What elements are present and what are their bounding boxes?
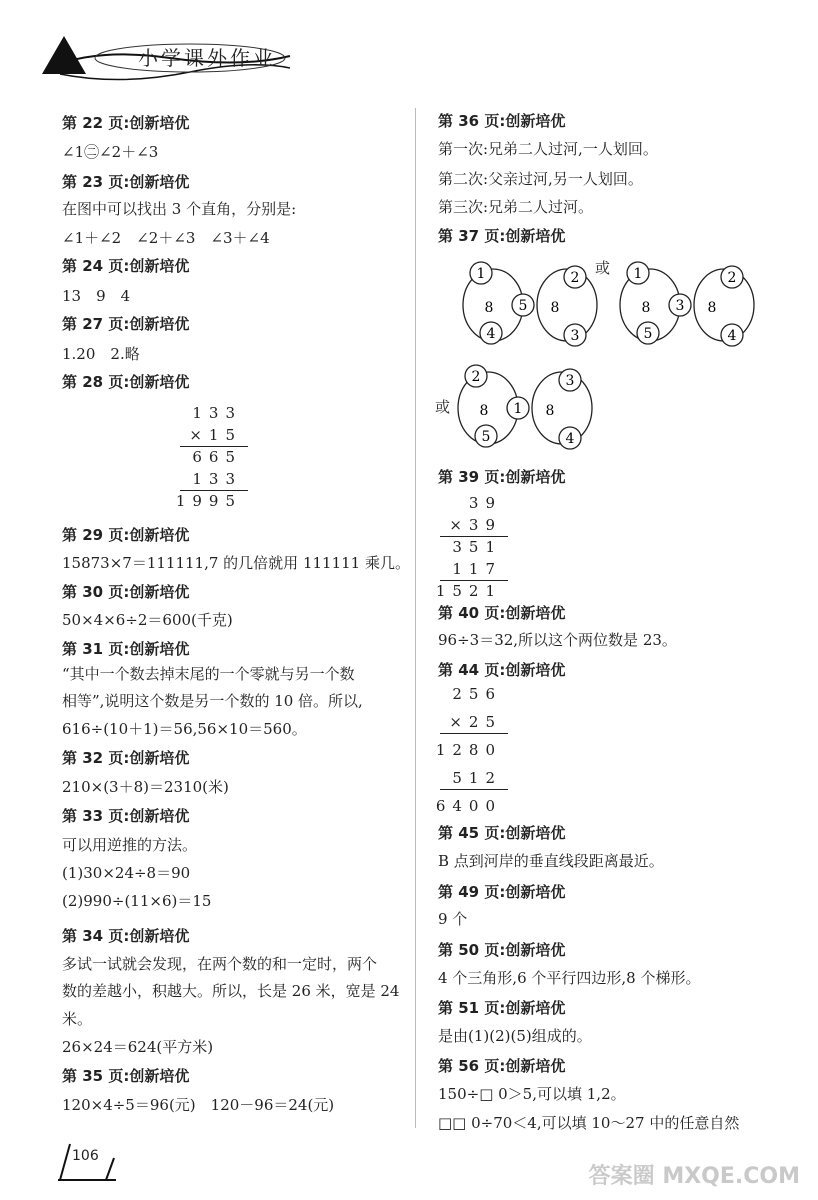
answer-line: 第三次:兄弟二人过河。: [438, 198, 594, 216]
answer-line: 多试一试就会发现，在两个数的和一定时，两个: [62, 955, 378, 973]
answer-line: 1.20 2.略: [62, 345, 140, 363]
calc-row: 256: [452, 685, 502, 703]
calc-row: 117: [452, 560, 502, 578]
circle-number: 5: [518, 298, 528, 314]
calc-rule: [440, 580, 508, 581]
answer-line: 第一次:兄弟二人过河,一人划回。: [438, 140, 658, 158]
answer-line: (1)30×24÷8＝90: [62, 864, 191, 882]
section-heading: 第 36 页:创新培优: [438, 112, 566, 130]
circle-number: 3: [565, 373, 575, 389]
answer-line: 在图中可以找出 3 个直角，分别是:: [62, 200, 297, 218]
section-heading: 第 32 页:创新培优: [62, 749, 190, 767]
calc-row: 133: [192, 404, 242, 422]
section-heading: 第 22 页:创新培优: [62, 114, 190, 132]
answer-line: 13 9 4: [62, 287, 131, 305]
answer-line: 9 个: [438, 910, 468, 928]
circle-number: 4: [486, 326, 496, 342]
circle-number: 4: [727, 328, 737, 344]
section-heading: 第 49 页:创新培优: [438, 883, 566, 901]
answer-line: ∠1㊁∠2＋∠3: [62, 143, 159, 161]
circle-number: 5: [643, 326, 653, 342]
calc-rule: [440, 733, 508, 734]
watermark: 答案圈 MXQE.COM: [588, 1164, 800, 1189]
inner-sum: 8: [545, 403, 555, 419]
circle-figure-3: [450, 358, 610, 458]
section-heading: 第 44 页:创新培优: [438, 661, 566, 679]
calc-row: ×25: [449, 713, 502, 731]
circle-figure-1: [455, 255, 615, 355]
answer-line: 26×24＝624(平方米): [62, 1038, 214, 1056]
header-title: 小学课外作业: [138, 46, 276, 70]
section-heading: 第 31 页:创新培优: [62, 640, 190, 658]
circle-number: 3: [570, 328, 580, 344]
calc-row: 351: [452, 538, 502, 556]
section-heading: 第 30 页:创新培优: [62, 583, 190, 601]
page-number-text: 106: [72, 1148, 99, 1164]
calc-row: 665: [192, 448, 242, 466]
calc-rule: [440, 536, 508, 537]
answer-line: 15873×7＝111111,7 的几倍就用 111111 乘几。: [62, 554, 410, 572]
column-divider: [415, 108, 416, 1128]
answer-line: 616÷(10＋1)＝56,56×10＝560。: [62, 720, 307, 738]
section-heading: 第 29 页:创新培优: [62, 526, 190, 544]
calc-row: ×39: [449, 516, 502, 534]
section-heading: 第 27 页:创新培优: [62, 315, 190, 333]
section-heading: 第 35 页:创新培优: [62, 1067, 190, 1085]
section-heading: 第 45 页:创新培优: [438, 824, 566, 842]
answer-line: 米。: [62, 1010, 93, 1028]
answer-line: B 点到河岸的垂直线段距离最近。: [438, 852, 664, 870]
answer-line: 120×4÷5＝96(元) 120－96＝24(元): [62, 1096, 335, 1114]
answer-line: □□ 0÷70＜4,可以填 10～27 中的任意自然: [438, 1114, 740, 1132]
answer-line: 第二次:父亲过河,另一人划回。: [438, 170, 643, 188]
circle-figure-2: [612, 255, 772, 355]
answer-line: 50×4×6÷2＝600(千克): [62, 611, 233, 629]
calc-row: 1280: [435, 741, 502, 759]
section-heading: 第 40 页:创新培优: [438, 604, 566, 622]
answer-line: 150÷□ 0＞5,可以填 1,2。: [438, 1085, 626, 1103]
calc-rule: [180, 490, 248, 491]
section-heading: 第 24 页:创新培优: [62, 257, 190, 275]
or-label: 或: [435, 398, 451, 416]
inner-sum: 8: [484, 300, 494, 316]
inner-sum: 8: [641, 300, 651, 316]
circle-number: 4: [565, 431, 575, 447]
answer-line: (2)990÷(11×6)＝15: [62, 892, 212, 910]
page-number: [58, 1140, 118, 1182]
inner-sum: 8: [707, 300, 717, 316]
section-heading: 第 50 页:创新培优: [438, 941, 566, 959]
calc-row: 133: [192, 470, 242, 488]
circle-number: 1: [513, 401, 523, 417]
calc-row: 39: [468, 494, 502, 512]
answer-line: 210×(3＋8)＝2310(米): [62, 778, 229, 796]
page-header: [40, 28, 300, 88]
inner-sum: 8: [479, 403, 489, 419]
circle-number: 5: [481, 429, 491, 445]
calc-row: ×15: [189, 426, 242, 444]
answer-line: ∠1＋∠2 ∠2＋∠3 ∠3＋∠4: [62, 229, 270, 247]
answer-line: 数的差越小，积越大。所以，长是 26 米，宽是 24: [62, 982, 400, 1000]
section-heading: 第 37 页:创新培优: [438, 227, 566, 245]
circle-number: 2: [570, 270, 580, 286]
circle-number: 2: [727, 270, 737, 286]
answer-line: 是由(1)(2)(5)组成的。: [438, 1027, 592, 1045]
answer-line: “其中一个数去掉末尾的一个零就与另一个数: [62, 665, 355, 683]
calc-rule: [440, 789, 508, 790]
answer-line: 4 个三角形,6 个平行四边形,8 个梯形。: [438, 969, 701, 987]
section-heading: 第 34 页:创新培优: [62, 927, 190, 945]
section-heading: 第 28 页:创新培优: [62, 373, 190, 391]
calc-row: 1521: [435, 582, 502, 600]
or-label: 或: [595, 259, 611, 277]
answer-line: 可以用逆推的方法。: [62, 836, 198, 854]
section-heading: 第 39 页:创新培优: [438, 468, 566, 486]
section-heading: 第 56 页:创新培优: [438, 1057, 566, 1075]
circle-number: 3: [675, 298, 685, 314]
circle-number: 1: [476, 266, 486, 282]
calc-row: 1995: [175, 492, 242, 510]
section-heading: 第 33 页:创新培优: [62, 807, 190, 825]
calc-rule: [180, 446, 248, 447]
answer-line: 相等”,说明这个数是另一个数的 10 倍。所以,: [62, 692, 363, 710]
circle-number: 2: [471, 369, 481, 385]
section-heading: 第 51 页:创新培优: [438, 999, 566, 1017]
section-heading: 第 23 页:创新培优: [62, 173, 190, 191]
circle-number: 1: [633, 266, 643, 282]
calc-row: 512: [452, 769, 502, 787]
inner-sum: 8: [550, 300, 560, 316]
answer-line: 96÷3＝32,所以这个两位数是 23。: [438, 631, 677, 649]
calc-row: 6400: [435, 797, 502, 815]
